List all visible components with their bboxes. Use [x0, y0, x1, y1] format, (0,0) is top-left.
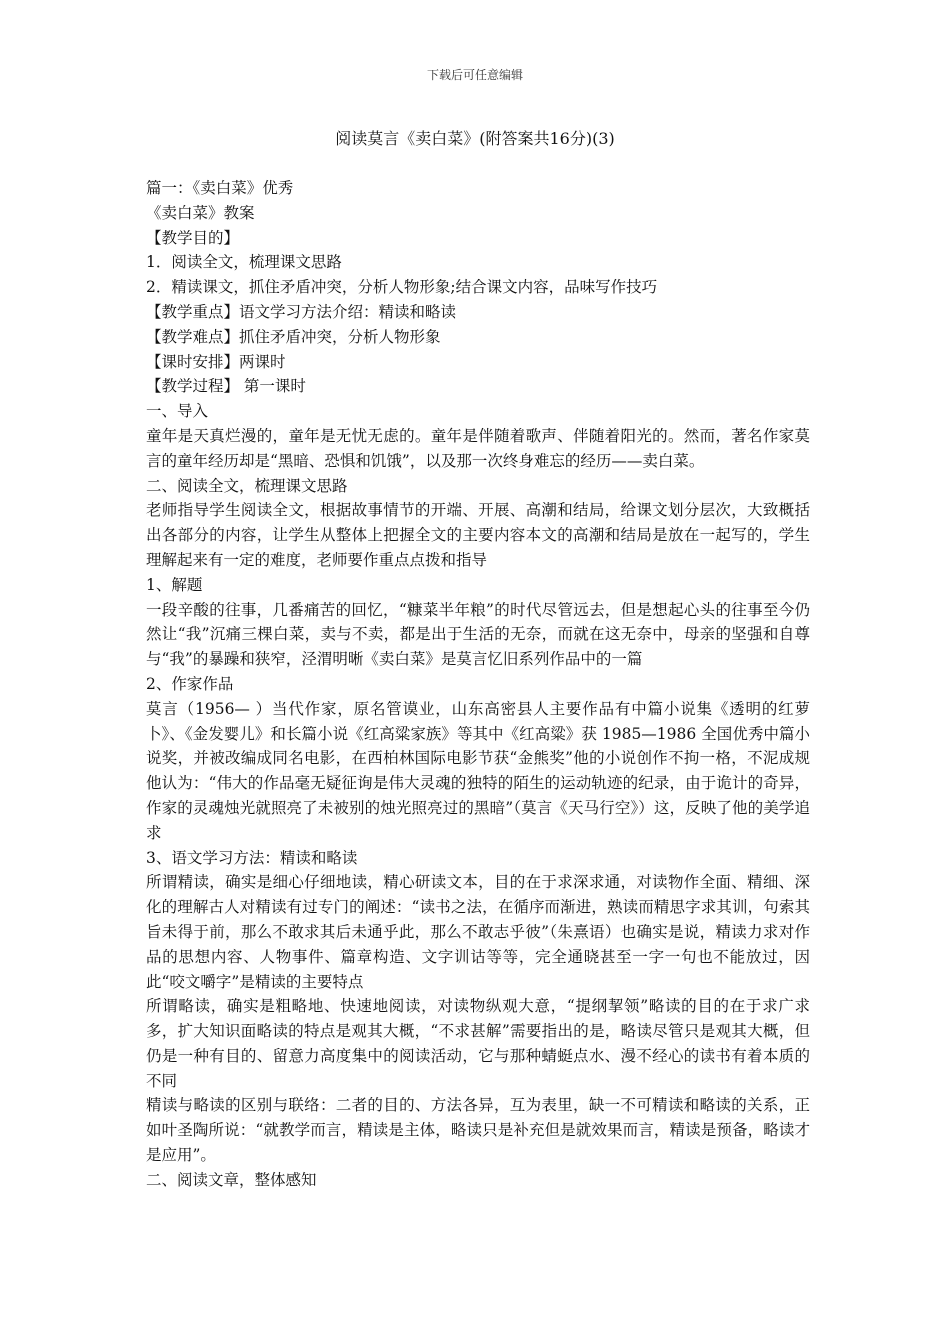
section-heading: 篇一：《卖白菜》优秀: [146, 179, 294, 197]
paragraph: 童年是天真烂漫的，童年是无忧无虑的。童年是伴随着歌声、伴随着阳光的。然而，著名作家莫言的童年经历却是“黑暗、恐惧和饥饿”，以及那一次终身难忘的经历——卖白菜。: [146, 426, 810, 470]
subheading: 《卖白菜》教案: [146, 203, 255, 222]
paragraph: 精读与略读的区别与联络：二者的目的、方法各异，互为表里，缺一不可精读和略读的关系，正如叶圣陶所说：“就教学而言，精读是主体，略读只是补充但是就效果而言，精读是预备，略读才是应用”。: [146, 1096, 810, 1165]
paragraph: 所谓略读，确实是粗略地、快速地阅读，对读物纵观大意，“提纲挈领”略读的目的在于求广求多，扩大知识面略读的特点是观其大概，“不求甚解”需要指出的是，略读尽管只是观其大概，但仍是一种有目的、留意力高度集中的阅读活动，它与那种蜻蜓点水、漫不经心的读书有着本质的不同: [146, 997, 810, 1090]
process-heading: 【教学过程】 第一课时: [146, 377, 306, 396]
section-heading: 二、阅读文章，整体感知: [146, 1170, 317, 1189]
document-body: [146, 176, 810, 1193]
section-heading: 二、阅读全文，梳理课文思路: [146, 476, 348, 495]
objective-item: 2．精读课文，抓住矛盾冲突，分析人物形象;结合课文内容，品味写作技巧: [146, 278, 658, 297]
paragraph: 所谓精读，确实是细心仔细地读，精心研读文本，目的在于求深求通，对读物作全面、精细、深化的理解古人对精读有过专门的阐述：“读书之法，在循序而渐进，熟读而精思字求其训，句索其旨未得于前，那么不敢求其后未通乎此，那么不敢志乎彼”（朱熹语）也确实是说，精读力求对作品的思想内容、人物事件、篇章构造、文字训诂等等，完全通晓甚至一字一句也不能放过，因此“咬文嚼字”是精读的主要特点: [146, 873, 810, 991]
section-heading: 一、导入: [146, 402, 209, 421]
page-header: 下载后可任意编辑: [426, 68, 523, 82]
objective-item: 1．阅读全文，梳理课文思路: [146, 253, 342, 272]
paragraph: 老师指导学生阅读全文，根据故事情节的开端、开展、高潮和结局，给课文划分层次，大致概括出各部分的内容，让学生从整体上把握全文的主要内容本文的高潮和结局是放在一起写的，学生理解起来有一定的难度，老师要作重点点拨和指导: [146, 501, 810, 569]
paragraph: 一段辛酸的往事，几番痛苦的回忆，“糠菜半年粮”的时代尽管远去，但是想起心头的往事至今仍然让“我”沉痛三棵白菜，卖与不卖，都是出于生活的无奈，而就在这无奈中，母亲的坚强和自尊与“我”的暴躁和狭窄，泾渭明晰《卖白菜》是莫言忆旧系列作品中的一篇: [146, 600, 810, 669]
schedule: 【课时安排】两课时: [146, 352, 286, 371]
subsection-heading: 1、解题: [146, 575, 203, 594]
difficult-point: 【教学难点】抓住矛盾冲突，分析人物形象: [146, 327, 441, 346]
heading-objectives: 【教学目的】: [146, 228, 240, 247]
subsection-heading: 3、语文学习方法：精读和略读: [146, 848, 358, 867]
subsection-heading: 2、作家作品: [146, 674, 234, 693]
key-point: 【教学重点】语文学习方法介绍：精读和略读: [146, 302, 457, 321]
paragraph: 莫言（1956— ）当代作家，原名管谟业，山东高密县人主要作品有中篇小说集《透明的红萝卜》、《金发婴儿》和长篇小说《红高粱家族》等其中《红高粱》获 1985—1986 全国优秀中篇小说奖，并被改编成同名电影，在西柏林国际电影节获“金熊奖”他的小说创作不拘一格，不泥成规他认为：“伟大的作品毫无疑征询是伟大灵魂的独特的陌生的运动轨迹的纪录，由于诡计的奇异，作家的灵魂烛光就照亮了未被别的烛光照亮过的黑暗”（莫言《天马行空》）这，反映了他的美学追求: [146, 699, 810, 842]
document-title: 阅读莫言《卖白菜》(附答案共16分)(3): [335, 129, 615, 148]
